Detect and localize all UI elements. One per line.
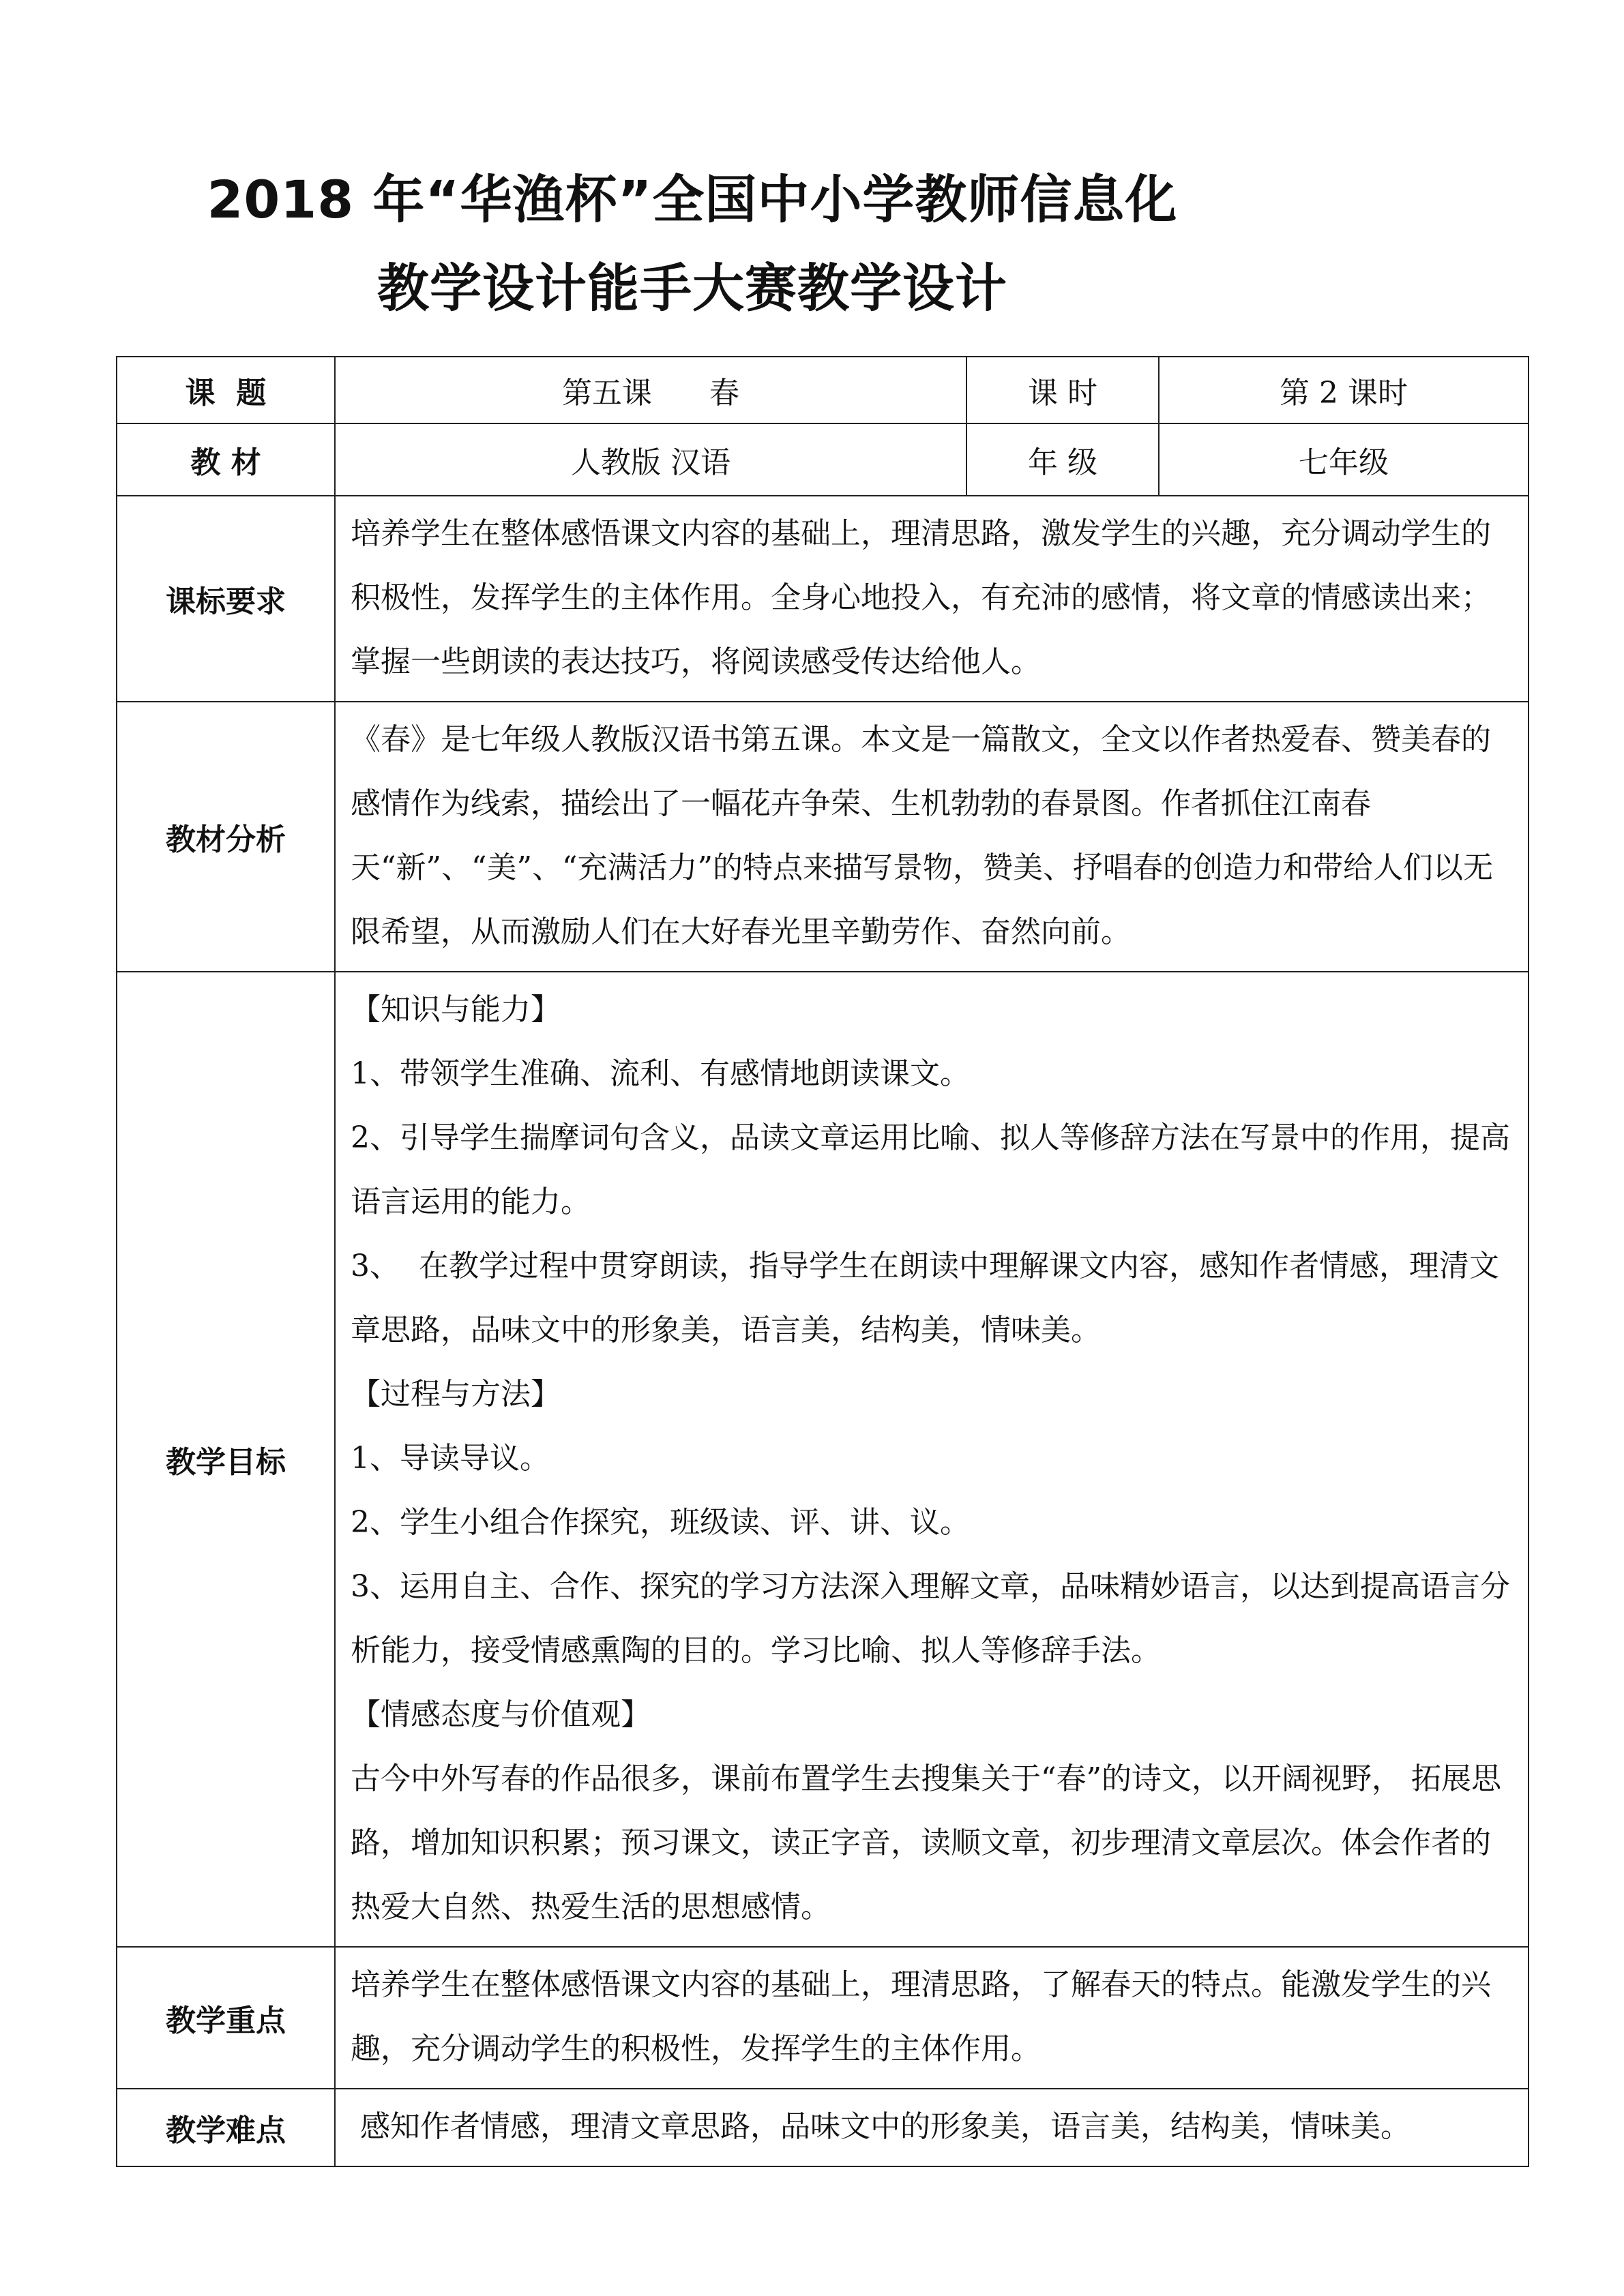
- label-textbook: 教 材: [117, 423, 335, 496]
- value-topic: 第五课 春: [335, 357, 966, 423]
- label-grade: 年 级: [966, 423, 1159, 496]
- value-textbook: 人教版 汉语: [335, 423, 966, 496]
- objectives-item: 古今中外写春的作品很多，课前布置学生去搜集关于“春”的诗文，以开阔视野， 拓展思路，增加知识积累；预习课文，读正字音，读顺文章，初步理清文章层次。体会作者的热爱大自然、热爱生活的思想感情。: [351, 1761, 1501, 1924]
- text-curriculum-requirements: 培养学生在整体感悟课文内容的基础上，理清思路，激发学生的兴趣，充分调动学生的积极性，发挥学生的主体作用。全身心地投入，有充沛的感情，将文章的情感读出来；掌握一些朗读的表达技巧，将阅读感受传达给他人。: [335, 496, 1529, 702]
- table-row-curriculum: [117, 496, 1529, 702]
- label-teaching-objectives: 教学目标: [117, 972, 335, 1947]
- table-row-difficulties: [117, 2089, 1529, 2166]
- text-teaching-objectives: [335, 972, 1529, 1947]
- label-topic: 课 题: [117, 357, 335, 423]
- label-curriculum-requirements: 课标要求: [117, 496, 335, 702]
- label-material-analysis: 教材分析: [117, 702, 335, 972]
- label-difficulties: 教学难点: [117, 2089, 335, 2166]
- objectives-item: 2、学生小组合作探究，班级读、评、讲、议。: [351, 1505, 970, 1540]
- document-title-line-1: 2018 年“华渔杯”全国中小学教师信息化: [207, 169, 1178, 230]
- value-grade: 七年级: [1159, 423, 1529, 496]
- objectives-item: 3、运用自主、合作、探究的学习方法深入理解文章，品味精妙语言，以达到提高语言分析能力，接受情感熏陶的目的。学习比喻、拟人等修辞手法。: [351, 1569, 1510, 1668]
- objectives-heading-process: 【过程与方法】: [351, 1377, 561, 1412]
- objectives-item: 1、导读导议。: [351, 1441, 550, 1476]
- objectives-item: 2、引导学生揣摩词句含义，品读文章运用比喻、拟人等修辞方法在写景中的作用，提高语言运用的能力。: [351, 1120, 1510, 1219]
- label-key-points: 教学重点: [117, 1947, 335, 2089]
- text-material-analysis: 《春》是七年级人教版汉语书第五课。本文是一篇散文，全文以作者热爱春、赞美春的感情作为线索，描绘出了一幅花卉争荣、生机勃勃的春景图。作者抓住江南春天“新”、“美”、“充满活力”的特点来描写景物，赞美、抒唱春的创造力和带给人们以无限希望，从而激励人们在大好春光里辛勤劳作、奋然向前。: [335, 702, 1529, 972]
- objectives-heading-knowledge: 【知识与能力】: [351, 992, 561, 1027]
- objectives-heading-attitude: 【情感态度与价值观】: [351, 1697, 651, 1732]
- table-row-topic: [117, 357, 1529, 423]
- objectives-item: 1、带领学生准确、流利、有感情地朗读课文。: [351, 1056, 970, 1091]
- table-row-key-points: [117, 1947, 1529, 2089]
- text-difficulties: 感知作者情感，理清文章思路，品味文中的形象美，语言美，结构美，情味美。: [335, 2089, 1529, 2166]
- document-title-line-2: 教学设计能手大赛教学设计: [377, 258, 1007, 318]
- label-class-hours: 课 时: [966, 357, 1159, 423]
- text-key-points: 培养学生在整体感悟课文内容的基础上，理清思路，了解春天的特点。能激发学生的兴趣，充分调动学生的积极性，发挥学生的主体作用。: [335, 1947, 1529, 2089]
- objectives-item: 3、 在教学过程中贯穿朗读，指导学生在朗读中理解课文内容，感知作者情感，理清文章思路，品味文中的形象美，语言美，结构美，情味美。: [351, 1249, 1499, 1347]
- lesson-plan-table: [116, 356, 1529, 2167]
- table-row-textbook: [117, 423, 1529, 496]
- table-row-objectives: [117, 972, 1529, 1947]
- table-row-analysis: [117, 702, 1529, 972]
- value-class-hours: 第 2 课时: [1159, 357, 1529, 423]
